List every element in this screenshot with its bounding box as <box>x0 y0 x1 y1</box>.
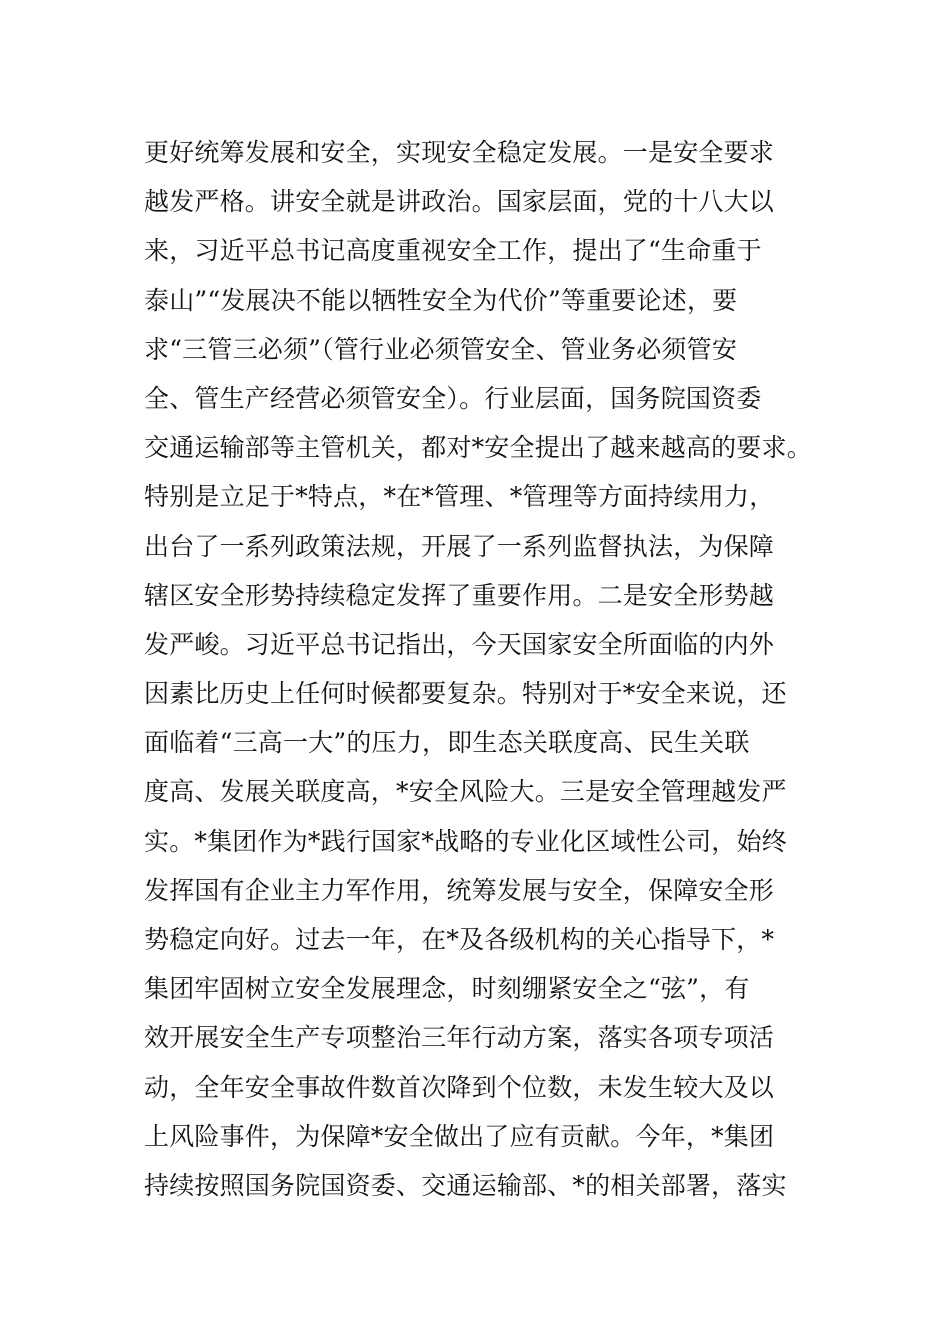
text-line: 因素比历史上任何时候都要复杂。特别对于*安全来说，还 <box>144 679 787 709</box>
text-line: 集团牢固树立安全发展理念，时刻绷紧安全之“弦”，有 <box>144 974 750 1004</box>
text-line: 出台了一系列政策法规，开展了一系列监督执法，为保障 <box>144 531 775 561</box>
text-line: 效开展安全生产专项整治三年行动方案，落实各项专项活 <box>144 1023 775 1053</box>
text-line: 辖区安全形势持续稳定发挥了重要作用。二是安全形势越 <box>144 580 775 610</box>
text-line: 泰山”“发展决不能以牺牲安全为代价”等重要论述，要 <box>144 285 738 315</box>
text-line: 发严峻。习近平总书记指出，今天国家安全所面临的内外 <box>144 629 775 659</box>
text-line: 持续按照国务院国资委、交通运输部、*的相关部署，落实 <box>144 1170 787 1200</box>
text-line: 实。*集团作为*践行国家*战略的专业化区域性公司，始终 <box>144 826 787 856</box>
text-line: 更好统筹发展和安全，实现安全稳定发展。一是安全要求 <box>144 138 775 167</box>
text-line: 求“三管三必须”（管行业必须管安全、管业务必须管安 <box>144 334 738 364</box>
text-line: 特别是立足于*特点，*在*管理、*管理等方面持续用力， <box>144 482 775 512</box>
body-text <box>144 128 844 1210</box>
text-line: 上风险事件，为保障*安全做出了应有贡献。今年，*集团 <box>144 1121 775 1151</box>
text-line: 势稳定向好。过去一年，在*及各级机构的关心指导下，* <box>144 925 775 954</box>
text-line: 发挥国有企业主力军作用，统筹发展与安全，保障安全形 <box>144 875 775 905</box>
text-line: 交通运输部等主管机关，都对*安全提出了越来越高的要求。 <box>144 433 812 463</box>
text-line: 度高、发展关联度高，*安全风险大。三是安全管理越发严 <box>144 777 787 807</box>
text-line: 面临着“三高一大”的压力，即生态关联度高、民生关联 <box>144 728 750 758</box>
text-line: 全、管生产经营必须管安全）。行业层面，国务院国资委 <box>144 383 762 413</box>
text-line: 动，全年安全事故件数首次降到个位数，未发生较大及以 <box>144 1072 775 1102</box>
text-line: 来，习近平总书记高度重视安全工作，提出了“生命重于 <box>144 236 762 266</box>
text-line: 越发严格。讲安全就是讲政治。国家层面，党的十八大以 <box>144 187 775 217</box>
